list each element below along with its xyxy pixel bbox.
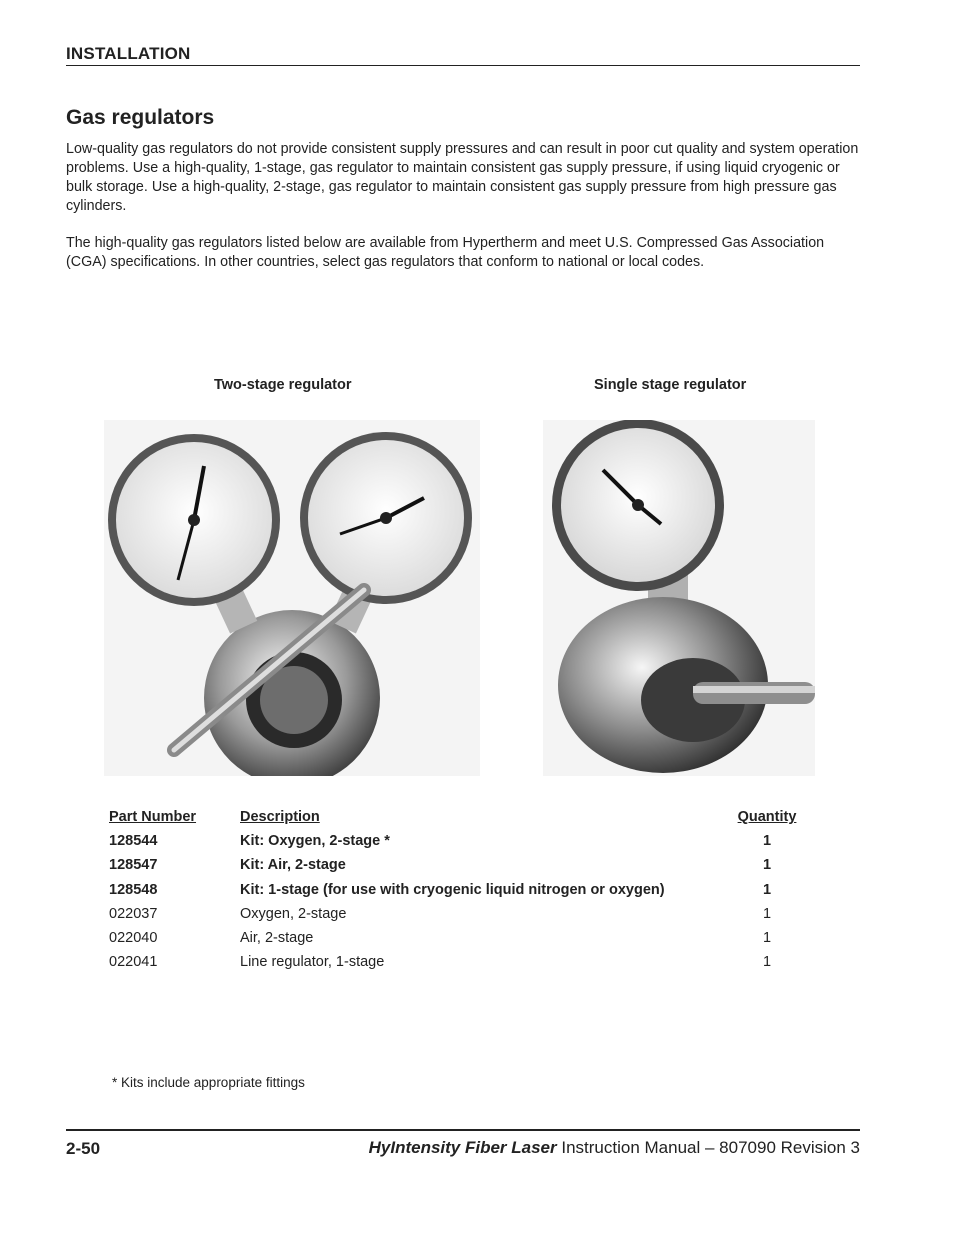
part-number: 022041 (109, 954, 158, 971)
table-row (109, 879, 809, 903)
description: Kit: 1-stage (for use with cryogenic liquid nitrogen or oxygen) (240, 881, 665, 898)
page-title: Gas regulators (66, 106, 215, 129)
product-name: HyIntensity Fiber Laser (368, 1138, 557, 1157)
two-stage-caption: Two-stage regulator (214, 377, 352, 393)
header-rule (66, 65, 860, 66)
footer-rule (66, 1129, 860, 1131)
table-row (109, 927, 809, 951)
part-number: 022040 (109, 929, 158, 946)
footnote: * Kits include appropriate fittings (112, 1075, 305, 1090)
table-row (109, 830, 809, 854)
table-row (109, 951, 809, 975)
description: Line regulator, 1-stage (240, 954, 385, 971)
quantity: 1 (762, 929, 772, 946)
table-row (109, 903, 809, 927)
quantity: 1 (762, 881, 772, 898)
quantity: 1 (762, 833, 772, 850)
part-number: 128548 (109, 881, 158, 898)
part-number: 128544 (109, 833, 158, 850)
quantity: 1 (762, 905, 772, 922)
description: Kit: Air, 2-stage (240, 857, 346, 874)
parts-table (109, 806, 809, 975)
cga-paragraph: The high-quality gas regulators listed below are available from Hypertherm and meet U.S. Compressed Gas Association (CGA) specifications. In other countries, select gas regulators that conform to national or local codes. (66, 235, 825, 270)
single-stage-regulator-image (543, 420, 815, 776)
part-number: 128547 (109, 857, 158, 874)
quantity: 1 (762, 857, 772, 874)
two-stage-regulator-image (104, 420, 480, 776)
footer-title (369, 1138, 860, 1158)
description: Air, 2-stage (240, 929, 314, 946)
single-stage-caption: Single stage regulator (594, 377, 747, 393)
header-part-number: Part Number (109, 809, 197, 825)
page-number: 2-50 (66, 1139, 101, 1158)
document-info: Instruction Manual – 807090 Revision 3 (556, 1138, 860, 1157)
table-header-row (109, 806, 809, 830)
part-number: 022037 (109, 905, 158, 922)
intro-paragraph: Low-quality gas regulators do not provide consistent supply pressures and can result in poor cut quality and system operation problems. Use a high-quality, 1-stage, gas regulator to maintain consistent gas supply pressure, if using liquid cryogenic or bulk storage. Use a high-quality, 2-stage, gas regulator to maintain consistent gas supply pressure from high pressure gas cylinders. (66, 141, 859, 214)
quantity: 1 (762, 954, 772, 971)
header-quantity: Quantity (737, 809, 797, 825)
table-row (109, 854, 809, 878)
header-description: Description (240, 809, 320, 825)
section-header: INSTALLATION (66, 44, 191, 63)
description: Oxygen, 2-stage (240, 905, 347, 922)
description: Kit: Oxygen, 2-stage * (240, 833, 390, 850)
